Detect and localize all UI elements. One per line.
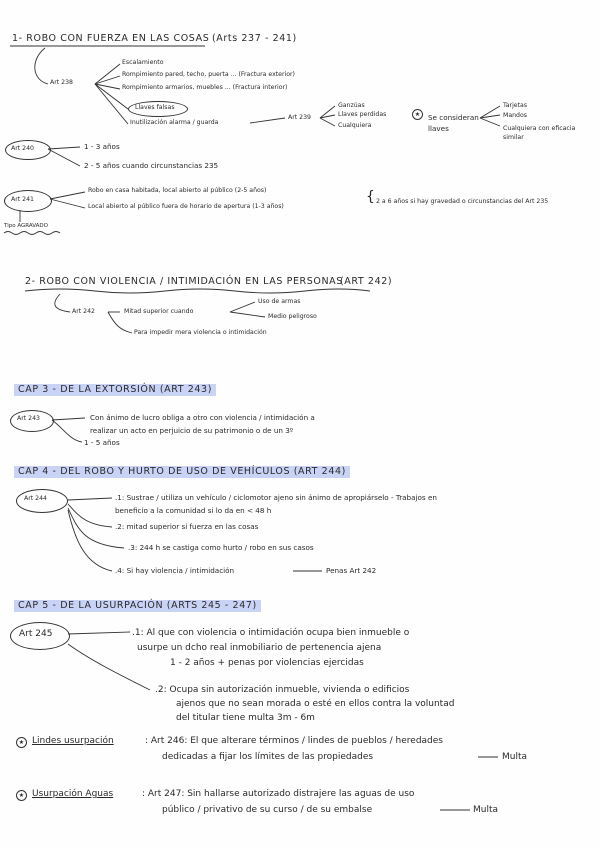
art241-label: Art 241 [11, 196, 34, 203]
cap5-p2c: del titular tiene multa 3m - 6m [176, 713, 315, 723]
cap3-text3: 1 - 5 años [84, 438, 120, 447]
lindes-multa: Multa [502, 752, 528, 762]
art240-item2: 2 - 5 años cuando circunstancias 235 [84, 161, 219, 170]
cap3-text2: realizar un acto en perjuicio de su patrimonio o de un 3º [90, 426, 294, 435]
art242-item2: Para impedir mera violencia o intimidación [134, 329, 267, 336]
art240-item1: 1 - 3 años [84, 142, 120, 151]
cap5-p1c: 1 - 2 años + penas por violencias ejercidas [170, 658, 364, 668]
aguas-t2: público / privativo de su curso / de su embalse [162, 805, 373, 815]
cap4-i1b: beneficio a la comunidad si lo da en < 48 h [115, 506, 272, 515]
cap4-i4: .4: Si hay violencia / intimidación [115, 566, 235, 575]
item-alarma: Inutilización alarma / guarda [130, 119, 219, 126]
art243-label: Art 243 [17, 415, 40, 422]
art240-label: Art 240 [11, 145, 34, 152]
aguas-star-icon: ★ [16, 790, 30, 801]
cap5-p2b: ajenos que no sean morada o esté en ellos contra la voluntad [176, 699, 455, 709]
cap4-i2: .2: mitad superior si fuerza en las cosas [115, 522, 259, 531]
brace-icon: { [366, 189, 375, 205]
cap5-p2a: .2: Ocupa sin autorización inmueble, vivienda o edificios [155, 685, 410, 695]
cap4-i4b: Penas Art 242 [326, 566, 377, 575]
art239-label: Art 239 [288, 114, 311, 121]
consideran-tarjetas: Tarjetas [503, 102, 528, 109]
cap5-p1a: .1: Al que con violencia o intimidación ocupa bien inmueble o [132, 628, 410, 638]
cap4-i1a: .1: Sustrae / utiliza un vehículo / ciclomotor ajeno sin ánimo de apropiárselo - Trabajos en [115, 493, 437, 502]
aguas-label: Usurpación Aguas [32, 789, 114, 799]
consideran-mandos: Mandos [503, 112, 527, 119]
cap5-p1b: usurpe un dcho real inmobiliario de pertenencia ajena [137, 643, 382, 653]
aguas-multa: Multa [473, 805, 499, 815]
llave-perdidas: Llaves perdidas [338, 111, 387, 118]
section2-arts: (ART 242) [340, 276, 393, 287]
art242-sub2: Medio peligroso [268, 313, 317, 320]
llave-ganzuas: Ganzúas [338, 102, 365, 109]
art242-sub1: Uso de armas [258, 298, 301, 305]
art241-item2: Local abierto al público fuera de horario de apertura (1-3 años) [88, 203, 284, 210]
art242-item1: Mitad superior cuando [124, 308, 194, 315]
aguas-t1: : Art 247: Sin hallarse autorizado distrajere las aguas de uso [142, 789, 415, 799]
cap5-title: CAP 5 - DE LA USURPACIÓN (ARTS 245 - 247) [14, 600, 261, 612]
consideran-eficacia: Cualquiera con eficacia similar [503, 125, 576, 141]
cap3-title: CAP 3 - DE LA EXTORSIÓN (ART 243) [14, 384, 216, 396]
lindes-t2: dedicadas a fijar los límites de las propiedades [162, 752, 374, 762]
art244-label: Art 244 [24, 495, 47, 502]
art238-label: Art 238 [50, 79, 73, 86]
tipo-agravado: Tipo AGRAVADO [4, 223, 48, 229]
cap4-title: CAP 4 - DEL ROBO Y HURTO DE USO DE VEHÍCULOS (ART 244) [14, 466, 350, 478]
section1-arts: (Arts 237 - 241) [212, 33, 297, 44]
lindes-label: Lindes usurpación [32, 736, 114, 746]
cap3-text1: Con ánimo de lucro obliga a otro con violencia / intimidación a [90, 413, 315, 422]
llave-cualquiera: Cualquiera [338, 122, 372, 129]
section2-title: 2- ROBO CON VIOLENCIA / INTIMIDACIÓN EN LAS PERSONAS [25, 276, 343, 287]
art241-note: 2 a 6 años si hay gravedad o circunstancias del Art 235 [376, 198, 549, 205]
art241-item1: Robo en casa habitada, local abierto al público (2-5 años) [88, 187, 267, 194]
se-consideran-llaves: Se consideran llaves [428, 113, 479, 133]
item-fractura-interior: Rompimiento armarios, muebles ... (Fractura interior) [122, 84, 288, 91]
art245-label: Art 245 [19, 629, 53, 639]
item-llaves-falsas: Llaves falsas [135, 104, 175, 111]
lindes-t1: : Art 246: El que alterare términos / lindes de pueblos / heredades [145, 736, 443, 746]
item-escalamiento: Escalamiento [122, 59, 164, 66]
cap4-i3: .3: 244 h se castiga como hurto / robo en sus casos [128, 543, 314, 552]
section1-title: 1- ROBO CON FUERZA EN LAS COSAS [12, 33, 210, 44]
item-fractura-exterior: Rompimiento pared, techo, puerta ... (Fractura exterior) [122, 71, 295, 78]
star-icon: ★ [412, 109, 426, 120]
lindes-star-icon: ★ [16, 737, 30, 748]
art242-label: Art 242 [72, 308, 95, 315]
